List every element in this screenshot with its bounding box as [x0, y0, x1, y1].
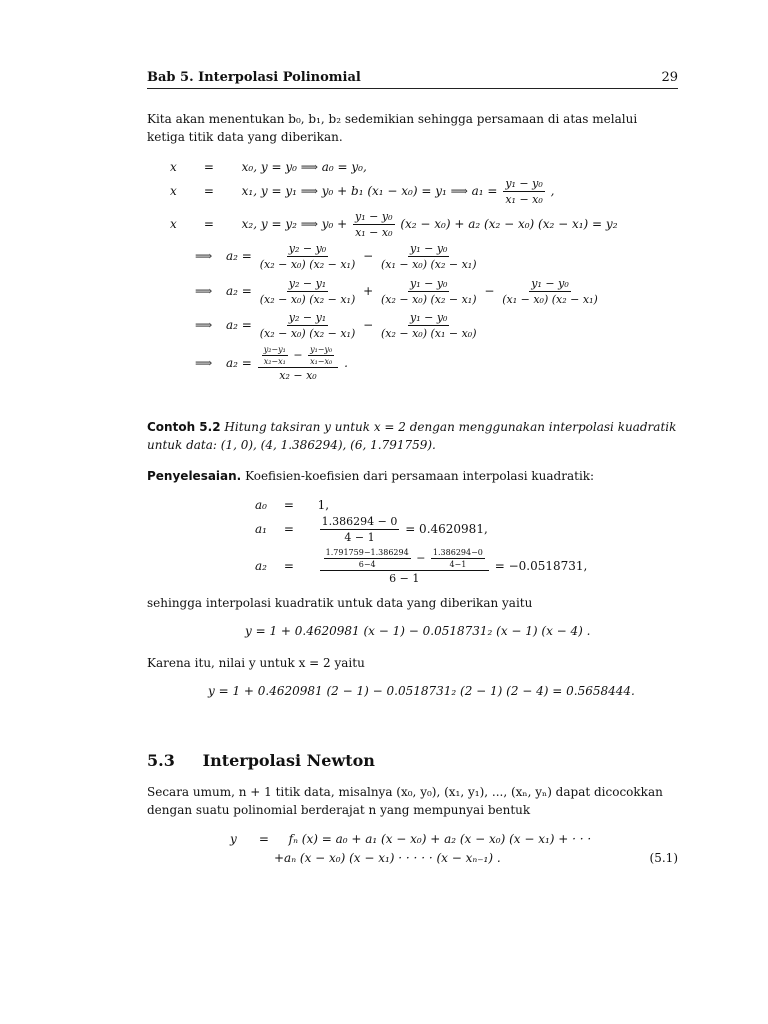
example-text: Hitung taksiran y untuk x = 2 dengan menggunakan interpolasi kuadratik untuk data: (1, 0), (4, 1.386294), (6, 1.791759).: [147, 420, 677, 452]
a2-small-frac-1: [324, 548, 411, 569]
row6-frac-2: [379, 311, 479, 340]
chapter-title: Bab 5. Interpolasi Polinomial: [147, 70, 361, 85]
row7-small-frac-2: [308, 345, 334, 366]
row4-f1-num: y₂ − y₀: [288, 242, 327, 255]
a1-eq: =: [283, 522, 294, 536]
derivation-row-4: [195, 242, 481, 271]
solution-label: Penyelesaian.: [147, 469, 242, 483]
solution-a1-row: [255, 515, 488, 544]
newton-equation-line-2: +aₙ (x − x₀) (x − x₁) · · · · · (x − xₙ₋₁) .: [274, 851, 501, 865]
a2-compound-fraction: [320, 548, 489, 585]
row4-f1-den: (x₂ − x₀) (x₂ − x₁): [259, 258, 356, 271]
row5-arrow: ⟹: [195, 284, 213, 298]
solution-a2-row: [255, 548, 587, 585]
derivation-row-3: [170, 210, 618, 239]
row5-f2-den: (x₂ − x₀) (x₂ − x₁): [380, 293, 477, 306]
row7-sd1: x₂−x₁: [263, 357, 286, 366]
row3-lhs: x: [170, 217, 177, 231]
row3-eq: =: [203, 217, 214, 231]
row7-den: x₂ − x₀: [279, 369, 317, 382]
row5-op2: −: [484, 284, 495, 298]
row6-f2-num: y₁ − y₀: [410, 311, 448, 324]
row1-rhs: x₀, y = y₀ ⟹ a₀ = y₀,: [241, 160, 367, 174]
row6-op: −: [363, 318, 374, 332]
row7-op: −: [293, 348, 303, 362]
a2-sd1: 6−4: [358, 560, 376, 569]
example-label: Contoh 5.2: [147, 420, 221, 434]
row3-tail: (x₂ − x₀) + a₂ (x₂ − x₀) (x₂ − x₁) = y₂: [400, 217, 618, 231]
row5-f3-num: y₁ − y₀: [531, 277, 569, 290]
example-block: [147, 418, 678, 454]
row2-rhs: x₁, y = y₁ ⟹ y₀ + b₁ (x₁ − x₀) = y₁ ⟹ a₁ =: [241, 184, 498, 198]
newton-equation-line-1: [230, 832, 591, 846]
row3-frac-num: y₁ − y₀: [355, 210, 393, 223]
solution-a0-row: [255, 498, 329, 512]
row2-eq: =: [203, 184, 214, 198]
a2-rhs: = −0.0518731,: [494, 559, 588, 573]
row7-sd2: x₁−x₀: [310, 357, 333, 366]
derivation-row-5: [195, 277, 602, 306]
a1-rhs: = 0.4620981,: [405, 522, 488, 536]
row3-frac-den: x₁ − x₀: [355, 226, 393, 239]
a2-eq: =: [283, 559, 294, 573]
row7-compound-fraction: [258, 345, 339, 382]
solution-after-text: sehingga interpolasi kuadratik untuk data yang diberikan yaitu: [147, 596, 533, 610]
row2-fraction: [503, 177, 544, 206]
row6-f1-num: y₂ − y₁: [288, 311, 327, 324]
section-number: 5.3: [147, 751, 175, 770]
row7-sn1: y₂−y₁: [263, 345, 286, 354]
row5-a2: a₂ =: [226, 284, 252, 298]
a2-lhs: a₂: [255, 559, 267, 573]
row7-tail: .: [344, 356, 348, 370]
solution-intro: [147, 467, 678, 485]
row5-f3-den: (x₁ − x₀) (x₂ − x₁): [502, 293, 598, 306]
a2-op: −: [416, 551, 426, 565]
row6-frac-1: [258, 311, 358, 340]
row6-f1-den: (x₂ − x₀) (x₂ − x₁): [259, 327, 356, 340]
page-header: [147, 70, 678, 89]
result-equation: y = 1 + 0.4620981 (2 − 1) − 0.0518731₂ (2 − 1) (2 − 4) = 0.5658444.: [208, 684, 635, 698]
row3-rhs: x₂, y = y₂ ⟹ y₀ +: [241, 217, 348, 231]
a2-den: 6 − 1: [389, 572, 420, 585]
a2-sn1: 1.791759−1.386294: [325, 548, 409, 557]
newton-paragraph: Secara umum, n + 1 titik data, misalnya (x₀, y₀), (x₁, y₁), ..., (xₙ, yₙ) dapat dicocokkan dengan suatu polinomial berderajat n yang mempunyai bentuk: [147, 785, 663, 817]
equation-number: (5.1): [649, 851, 678, 865]
derivation-row-7: [195, 345, 348, 382]
row6-a2: a₂ =: [226, 318, 252, 332]
a0-lhs: a₀: [255, 498, 267, 512]
row7-small-frac-1: [262, 345, 288, 366]
a1-lhs: a₁: [255, 522, 267, 536]
row7-a2: a₂ =: [226, 356, 252, 370]
a2-sn2: 1.386294−0: [432, 548, 483, 557]
row5-frac-2: [379, 277, 479, 306]
page-number: 29: [661, 70, 678, 85]
row4-frac-2: [379, 242, 479, 271]
row1-lhs: x: [170, 160, 177, 174]
row5-frac-3: [500, 277, 600, 306]
a1-num: 1.386294 − 0: [321, 515, 398, 528]
newton-rhs-1: fₙ (x) = a₀ + a₁ (x − x₀) + a₂ (x − x₀) (x − x₁) + · · ·: [288, 832, 592, 846]
derivation-row-6: [195, 311, 481, 340]
section-title: Interpolasi Newton: [202, 751, 375, 770]
derivation-row-1: [170, 160, 367, 174]
row6-arrow: ⟹: [195, 318, 213, 332]
row4-f2-num: y₁ − y₀: [410, 242, 448, 255]
row3-fraction: [353, 210, 394, 239]
row5-f2-num: y₁ − y₀: [410, 277, 448, 290]
row4-a2: a₂ =: [226, 249, 252, 263]
newton-lhs: y: [230, 832, 237, 846]
a1-den: 4 − 1: [344, 531, 375, 544]
karena-text: Karena itu, nilai y untuk x = 2 yaitu: [147, 656, 365, 670]
a2-num: [320, 548, 489, 571]
row4-op: −: [363, 249, 374, 263]
a2-sd2: 4−1: [449, 560, 467, 569]
solution-text: Koefisien-koefisien dari persamaan interpolasi kuadratik:: [245, 469, 595, 483]
interpolation-polynomial: y = 1 + 0.4620981 (x − 1) − 0.0518731₂ (x − 1) (x − 4) .: [245, 624, 591, 638]
row2-frac-den: x₁ − x₀: [505, 193, 543, 206]
row5-op1: +: [363, 284, 374, 298]
row2-frac-num: y₁ − y₀: [505, 177, 543, 190]
row4-f2-den: (x₁ − x₀) (x₂ − x₁): [380, 258, 477, 271]
row5-frac-1: [258, 277, 358, 306]
section-heading: [147, 751, 375, 770]
row7-arrow: ⟹: [195, 356, 213, 370]
row2-tail: ,: [550, 184, 555, 198]
row5-f1-den: (x₂ − x₀) (x₂ − x₁): [259, 293, 356, 306]
intro-paragraph: Kita akan menentukan b₀, b₁, b₂ sedemikian sehingga persamaan di atas melalui ketiga titik data yang diberikan.: [147, 112, 638, 144]
a0-rhs: 1,: [317, 498, 330, 512]
row4-frac-1: [258, 242, 358, 271]
row7-sn2: y₁−y₀: [310, 345, 333, 354]
a1-fraction: [320, 515, 400, 544]
row6-f2-den: (x₂ − x₀) (x₁ − x₀): [380, 327, 477, 340]
a2-small-frac-2: [431, 548, 485, 569]
a0-eq: =: [283, 498, 294, 512]
derivation-row-2: [170, 177, 554, 206]
row4-arrow: ⟹: [195, 249, 213, 263]
row7-num: [258, 345, 339, 368]
newton-eq: =: [258, 832, 269, 846]
row1-eq: =: [203, 160, 214, 174]
row5-f1-num: y₂ − y₁: [288, 277, 327, 290]
row2-lhs: x: [170, 184, 177, 198]
